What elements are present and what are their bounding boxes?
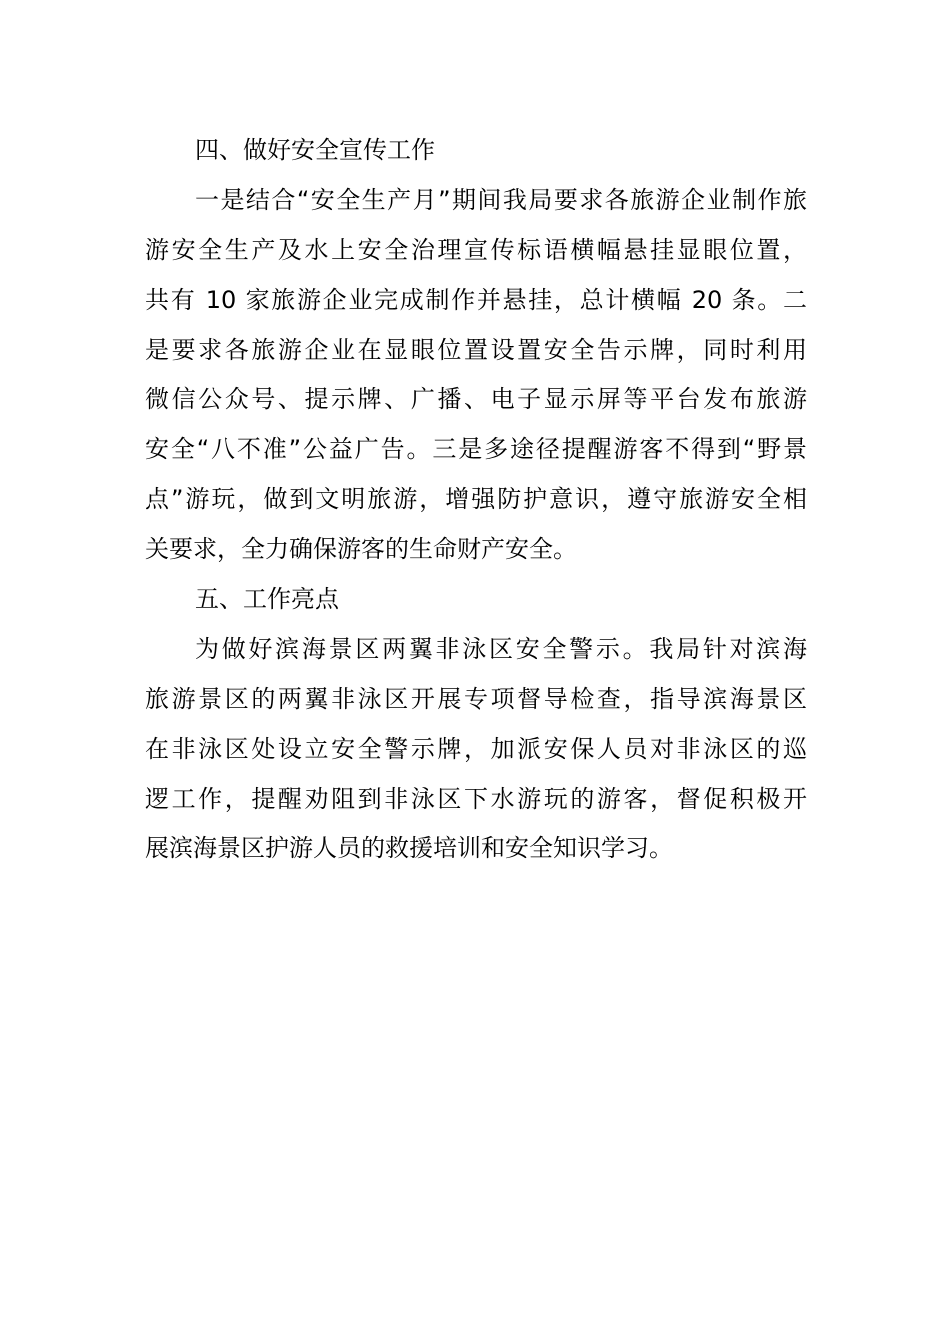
- paragraph-line: 是要求各旅游企业在显眼位置设置安全告示牌，同时利用: [145, 335, 807, 364]
- document-body: [145, 126, 807, 874]
- paragraph-line: 共有 10 家旅游企业完成制作并悬挂，总计横幅 20 条。二: [145, 285, 807, 314]
- section-heading: 四、做好安全宣传工作: [195, 136, 435, 164]
- paragraph-line: 逻工作，提醒劝阻到非泳区下水游玩的游客，督促积极开: [145, 784, 807, 813]
- paragraph-line: 为做好滨海景区两翼非泳区安全警示。我局针对滨海: [195, 634, 807, 663]
- section-heading: 五、工作亮点: [195, 585, 339, 614]
- paragraph-line: 安全“八不准”公益广告。三是多途径提醒游客不得到“野景: [145, 435, 807, 464]
- paragraph-line: 关要求，全力确保游客的生命财产安全。: [145, 535, 577, 564]
- paragraph-line: 微信公众号、提示牌、广播、电子显示屏等平台发布旅游: [145, 385, 807, 414]
- paragraph-line: 展滨海景区护游人员的救援培训和安全知识学习。: [145, 834, 673, 863]
- paragraph-line: 游安全生产及水上安全治理宣传标语横幅悬挂显眼位置，: [145, 235, 807, 264]
- paragraph-line: 在非泳区处设立安全警示牌，加派安保人员对非泳区的巡: [145, 734, 807, 763]
- paragraph-line: 一是结合“安全生产月”期间我局要求各旅游企业制作旅: [195, 185, 807, 214]
- paragraph-line: 点”游玩，做到文明旅游，增强防护意识，遵守旅游安全相: [145, 485, 807, 514]
- paragraph-line: 旅游景区的两翼非泳区开展专项督导检查，指导滨海景区: [145, 684, 807, 713]
